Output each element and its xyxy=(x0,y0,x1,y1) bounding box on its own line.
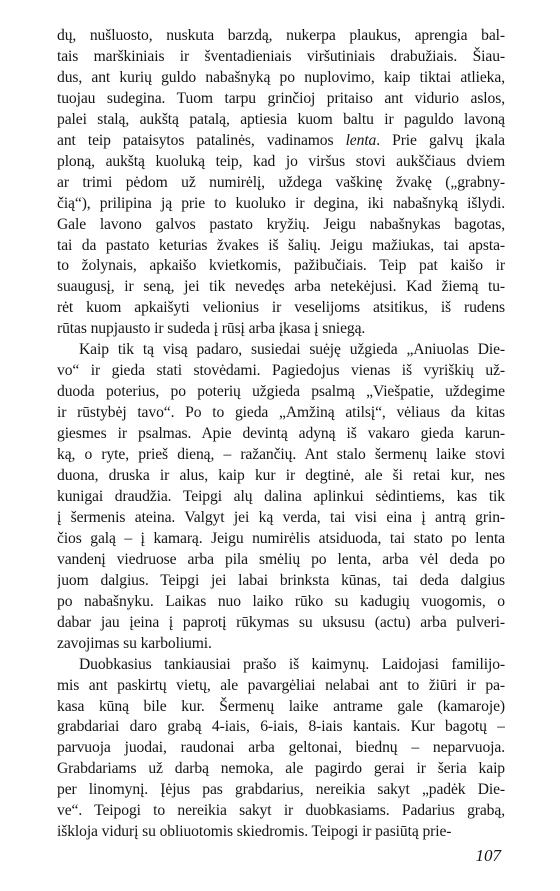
page-number: 107 xyxy=(475,846,501,865)
text-line: ploną, aukštą kuoluką teip, kad jo viršus stovi aukščiaus dviem xyxy=(57,152,505,170)
text-line: vandenį viedruose arba pila smėlių po lenta, arba vėl deda po xyxy=(57,550,505,568)
text-line: giesmes ir psalmas. Apie devintą adyną iš vakaro gieda karun- xyxy=(57,425,505,443)
book-page xyxy=(57,26,505,866)
text-line: kasa kūną bile kur. Šermenų laike antrame gale (kamaroje) xyxy=(57,697,505,715)
text-line: to žolynais, apkaišo kvietkomis, pažibučiais. Teip pat kaišo ir xyxy=(57,257,505,275)
text-line: parvuoja juodai, raudonai arba geltonai, biednų – neparvuoja. xyxy=(57,739,505,757)
text-line: juom dalgius. Teipgi jei labai brinksta kūnas, tai deda dalgius xyxy=(57,571,505,589)
text-line: grabdariai daro grabą 4-iais, 6-iais, 8-iais kantais. Kur bagotų – xyxy=(57,718,505,736)
text-line: vo“ ir gieda stati stovėdami. Pagiedojus vienas iš vyriškių už- xyxy=(57,362,505,380)
text-line: dabar jau įeina į paprotį rūkymas su uksusu (actu) arba pulveri- xyxy=(57,613,505,631)
text-line: ar trimi pėdom už numirėlį, uždega vaškinę žvakę („grabny- xyxy=(57,173,505,191)
paragraph xyxy=(57,340,505,654)
text-line: dų, nušluosto, nuskuta barzdą, nukerpa plaukus, aprengia bal- xyxy=(57,27,505,44)
text-line: ant teip pataisytos patalinės, vadinamos lenta. Prie galvų įkala xyxy=(57,131,505,149)
text-line: Gale lavono galvos pastato kryžių. Jeigu nabašnykas bagotas, xyxy=(57,215,505,233)
text-line: palei stalą, aukštą patalą, aptiesia kuom baltu ir paguldo lavoną xyxy=(57,110,505,128)
text-line: tai da pastato keturias žvakes iš šalių. Jeigu mažiukas, tai apsta- xyxy=(57,236,505,254)
text-line: suaugusį, ir seną, jei tik nevedęs arba netekėjusi. Kad žiemą tu- xyxy=(57,278,505,296)
paragraph xyxy=(57,26,505,340)
text-line: dus, ant kurių guldo nabašnyką po nuplovimo, kaip tiktai atlieka, xyxy=(57,68,505,86)
text-line: į šermenis ateina. Valgyt jei ką verda, tai visi eina į antrą grin- xyxy=(57,508,505,526)
paragraph xyxy=(57,655,505,844)
text-line: ką, o ryte, prieš dieną, – ražančių. Ant stalo šermenų laike stovi xyxy=(57,446,505,464)
text-line: iškloja vidurį su obliuotomis skiedromis. Teipogi ir pasiūtą prie- xyxy=(57,823,452,841)
text-line: po nabašnyku. Laikas nuo laiko rūko su kadugių vuogomis, o xyxy=(57,592,505,610)
text-line: rūtas nupjausto ir sudeda į rūsį arba įkasa į sniegą. xyxy=(57,320,366,338)
text-line: duona, druska ir alus, kaip kur ir degtinė, ale ši retai kur, nes xyxy=(57,467,505,485)
body-text xyxy=(57,26,505,843)
text-line: mis ant paskirtų vietų, ale pavargėliai nelabai ant to žiūri ir pa- xyxy=(57,676,505,694)
text-line: rėt kuom apkaišyti velionius ir veselijoms atsitikus, iš rudens xyxy=(57,299,505,317)
text-line: Duobkasius tankiausiai prašo iš kaimynų. Laidojasi familijo- xyxy=(79,655,505,673)
text-line: ve“. Teipogi to nereikia sakyt ir duobkasiams. Padarius grabą, xyxy=(57,802,505,820)
text-line: čią“), prilipina ją prie to kuoluko ir degina, iki nabašnyką išlydi. xyxy=(57,194,505,212)
text-line: Kaip tik tą visą padaro, susiedai suėję užgieda „Aniuolas Die- xyxy=(79,341,505,359)
text-line: tais marškiniais ir šventadieniais viršutiniais drabužiais. Šiau- xyxy=(57,47,505,65)
text-line: kunigai draudžia. Teipgi alų dalina aplinkui sėdintiems, kas tik xyxy=(57,487,505,505)
text-line: ir rūstybėj tavo“. Po to gieda „Amžiną atilsį“, vėliaus da kitas xyxy=(57,404,505,422)
text-line: zavojimas su karboliumi. xyxy=(57,634,212,652)
text-line: čios galą – į kamarą. Jeigu numirėlis atsiduoda, tai stato po lenta xyxy=(57,529,505,547)
text-line: Grabdariams už darbą nemoka, ale pagirdo gerai ir šeria kaip xyxy=(57,760,505,778)
text-line: duoda poterius, po poterių užgieda psalmą „Viešpatie, uždegime xyxy=(57,383,505,401)
text-line: tuojau sudegina. Tuom tarpu grinčioj pritaiso ant vidurio aslos, xyxy=(57,89,505,107)
text-line: per linomynį. Įėjus pas grabdarius, nereikia sakyt „padėk Die- xyxy=(57,781,505,799)
